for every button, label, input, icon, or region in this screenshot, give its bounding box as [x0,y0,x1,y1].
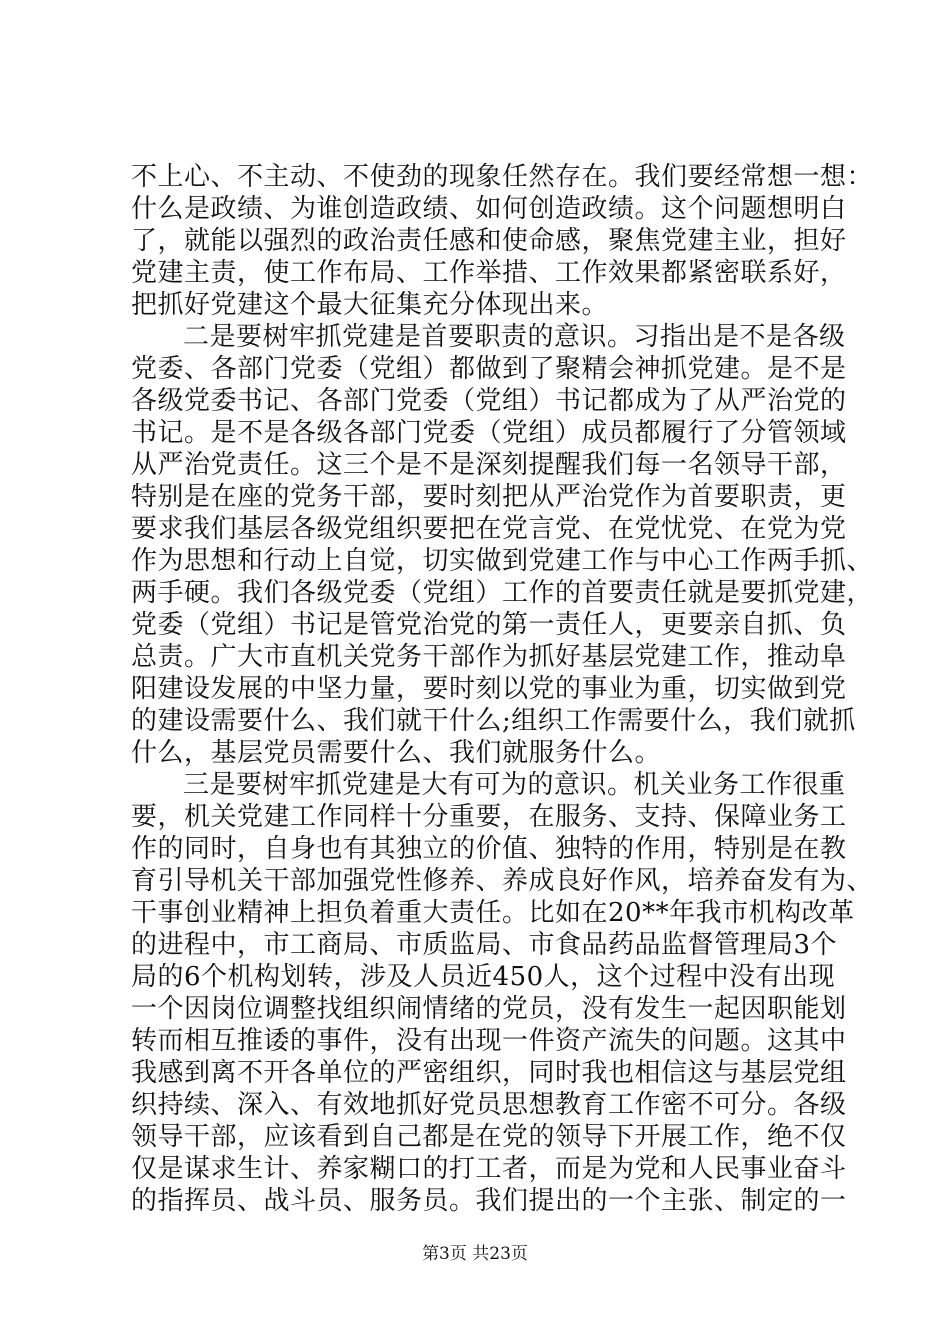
text-line: 书记。是不是各级各部门党委（党组）成员都履行了分管领域 [131,418,847,448]
text-line: 作的同时，自身也有其独立的价值、独特的作用，特别是在教 [131,834,847,864]
text-line: 领导干部，应该看到自己都是在党的领导下开展工作，绝不仅 [131,1122,847,1152]
text-line: 特别是在座的党务干部，要时刻把从严治党作为首要职责，更 [131,482,847,512]
text-line: 育引导机关干部加强党性修养、养成良好作风，培养奋发有为、 [131,866,874,896]
text-line: 仅是谋求生计、养家糊口的打工者，而是为党和人民事业奋斗 [131,1154,847,1184]
paragraph-start-line: 三是要树牢抓党建是大有可为的意识。机关业务工作很重 [183,770,846,800]
text-line: 的进程中，市工商局、市质监局、市食品药品监督管理局3个 [131,930,838,960]
text-line: 不上心、不主动、不使劲的现象任然存在。我们要经常想一想： [131,162,874,192]
text-line: 各级党委书记、各部门党委（党组）书记都成为了从严治党的 [131,386,847,416]
text-line: 了，就能以强烈的政治责任感和使命感，聚焦党建主业，担好 [131,226,847,256]
text-line: 作为思想和行动上自觉，切实做到党建工作与中心工作两手抓、 [131,546,874,576]
page-number-footer: 第3页 共23页 [422,1244,528,1264]
text-line: 织持续、深入、有效地抓好党员思想教育工作密不可分。各级 [131,1090,847,1120]
text-line: 党委、各部门党委（党组）都做到了聚精会神抓党建。是不是 [131,354,847,384]
text-line: 从严治党责任。这三个是不是深刻提醒我们每一名领导干部， [131,450,847,480]
document-body [131,161,874,1217]
text-line: 党建主责，使工作布局、工作举措、工作效果都紧密联系好， [131,258,847,288]
text-line: 把抓好党建这个最大征集充分体现出来。 [131,290,609,320]
text-line: 的指挥员、战斗员、服务员。我们提出的一个主张、制定的一 [131,1186,847,1216]
text-line: 转而相互推诿的事件，没有出现一件资产流失的问题。这其中 [131,1026,847,1056]
text-line: 干事创业精神上担负着重大责任。比如在20**年我市机构改革 [131,898,855,928]
text-line: 两手硬。我们各级党委（党组）工作的首要责任就是要抓党建， [131,578,874,608]
text-line: 什么是政绩、为谁创造政绩、如何创造政绩。这个问题想明白 [131,194,847,224]
text-line: 总责。广大市直机关党务干部作为抓好基层党建工作，推动阜 [131,642,847,672]
text-line: 局的6个机构划转，涉及人员近450人，这个过程中没有出现 [131,962,836,992]
text-line: 党委（党组）书记是管党治党的第一责任人，更要亲自抓、负 [131,610,847,640]
text-line: 什么，基层党员需要什么、我们就服务什么。 [131,738,662,768]
text-line: 的建设需要什么、我们就干什么;组织工作需要什么，我们就抓 [131,706,856,736]
paragraph-start-line: 二是要树牢抓党建是首要职责的意识。习指出是不是各级 [183,322,846,352]
text-line: 一个因岗位调整找组织闹情绪的党员，没有发生一起因职能划 [131,994,847,1024]
text-line: 我感到离不开各单位的严密组织，同时我也相信这与基层党组 [131,1058,847,1088]
text-line: 要求我们基层各级党组织要把在党言党、在党忧党、在党为党 [131,514,847,544]
text-line: 要，机关党建工作同样十分重要，在服务、支持、保障业务工 [131,802,847,832]
text-line: 阳建设发展的中坚力量，要时刻以党的事业为重，切实做到党 [131,674,847,704]
